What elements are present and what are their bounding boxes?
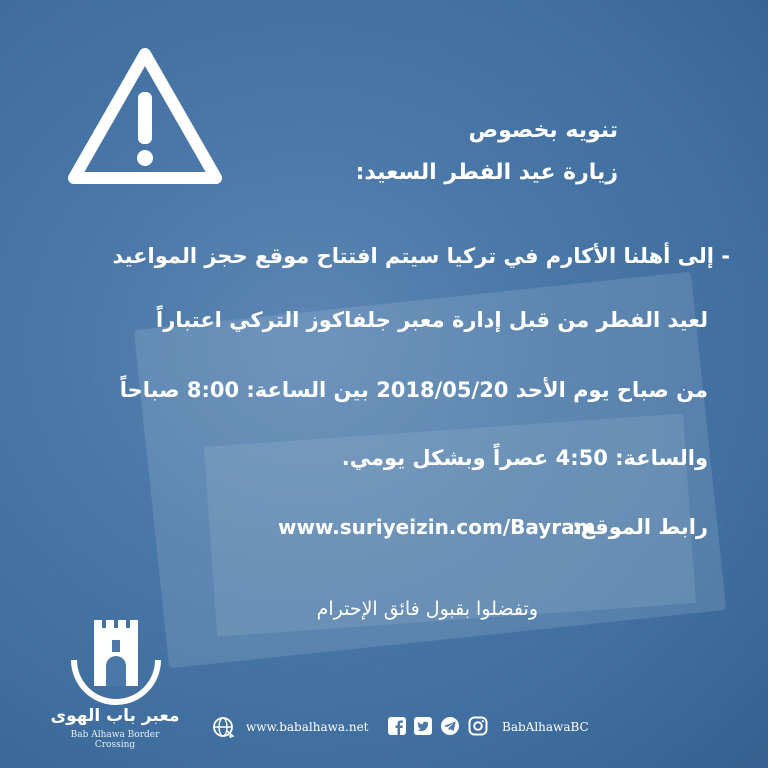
facebook-icon[interactable]	[387, 716, 407, 736]
brand-name-english: Bab Alhawa Border Crossing	[70, 730, 160, 750]
notice-body-line2: لعيد الفطر من قبل إدارة معبر جلفاكوز التركي اعتباراً	[156, 308, 708, 332]
booking-link[interactable]: www.suriyeizin.com/Bayram	[278, 515, 596, 539]
instagram-icon[interactable]	[468, 716, 488, 736]
tower-gate-logo	[66, 610, 166, 705]
globe-icon	[212, 716, 234, 738]
notice-body-line3: من صباح يوم الأحد 2018/05/20 بين الساعة: 8:00 صباحاً	[119, 378, 708, 402]
notice-body-line4: والساعة: 4:50 عصراً وبشكل يومي.	[341, 446, 708, 470]
telegram-icon[interactable]	[440, 716, 460, 736]
warning-triangle-icon	[66, 46, 224, 186]
twitter-icon[interactable]	[413, 716, 433, 736]
closing-text: وتفضلوا بقبول فائق الإحترام	[316, 598, 538, 620]
notice-title-line2: زيارة عيد الفطر السعيد:	[355, 160, 618, 185]
brand-name-arabic: معبر باب الهوى	[50, 706, 180, 726]
link-row	[108, 515, 708, 545]
notice-title-line1: تنويه بخصوص	[468, 118, 618, 143]
social-handle[interactable]: BabAlhawaBC	[502, 720, 589, 734]
notice-body-line1: - إلى أهلنا الأكارم في تركيا سيتم افتتاح موقع حجز المواعيد	[112, 244, 730, 268]
website-link[interactable]: www.babalhawa.net	[246, 720, 369, 734]
link-label: رابط الموقع:	[572, 515, 708, 539]
